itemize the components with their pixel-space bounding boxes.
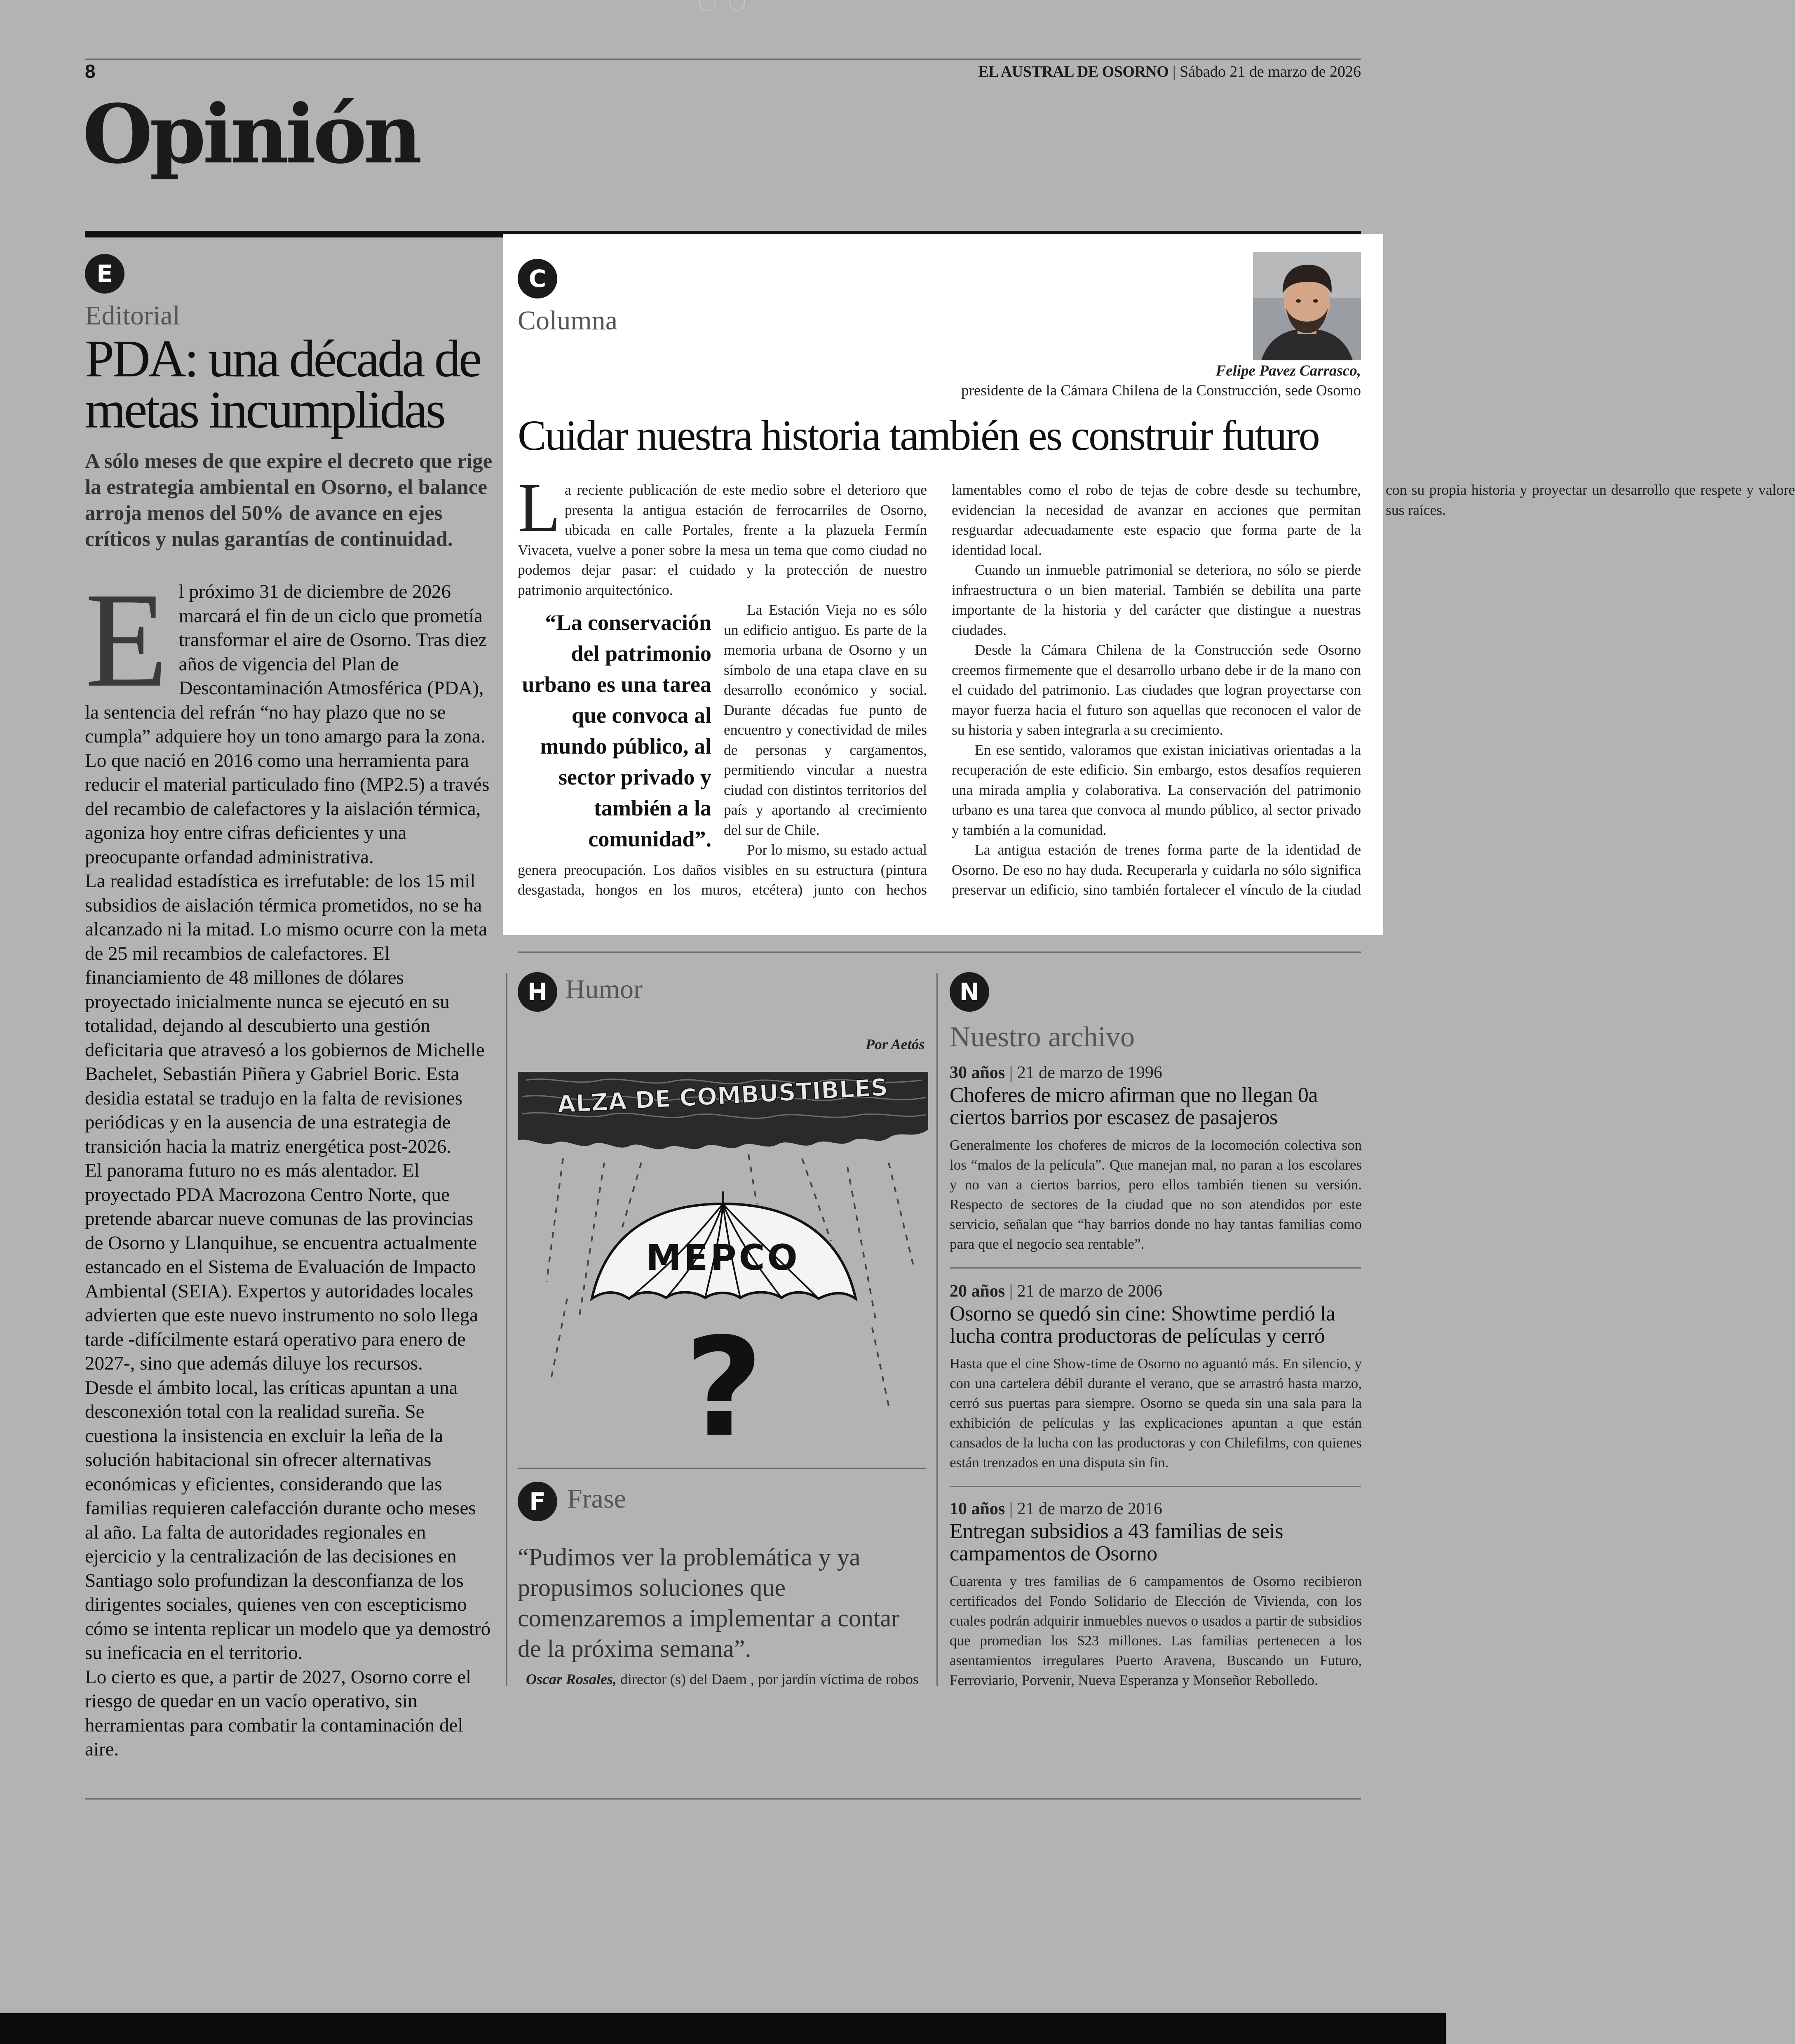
archivo-headline: Choferes de micro afirman que no llegan 0a ciertos barrios por escasez de pasajeros xyxy=(950,1083,1318,1129)
archivo-headline: Entregan subsidios a 43 familias de seis campamentos de Osorno xyxy=(950,1520,1283,1565)
editorial-title: PDA: una década de metas incumplidas xyxy=(85,329,480,439)
humor-kicker: Humor xyxy=(565,974,643,1004)
editorial-body xyxy=(85,565,494,1762)
newspaper-name: EL AUSTRAL DE OSORNO xyxy=(978,63,1169,80)
editorial-dropcap: E xyxy=(85,565,168,715)
archivo-badge-icon: N xyxy=(950,972,989,1012)
author-role: presidente de la Cámara Chilena de la Construcción, sede Osorno xyxy=(961,382,1361,399)
column-paragraph: Desde la Cámara Chilena de la Construcción sede Osorno creemos firmemente que el desarrollo urbano debe ir de la mano con el cuidado del patrimonio. Las ciudades que logran proyectarse con mayor fuerza hacia el futuro son aquellas que reconocen el valor de su historia y saben integrarla a su crecimiento. xyxy=(952,641,1361,738)
editorial-paragraph: Desde el ámbito local, las críticas apuntan a una desconexión total con la realidad sureña. Se cuestiona la insistencia en excluir la leña de la solución habitacional sin ofrecer alternativas económicas y eficientes, considerando que las familias requieren calefacción durante ocho meses al año. La falta de autoridades regionales en ejercicio y la centralización de las decisiones en Santiago solo profundizan la desconfianza de los dirigentes sociales, quienes ven con escepticismo cómo se intenta replicar un modelo que ya demostró su ineficacia en el territorio. xyxy=(85,1377,491,1663)
author-avatar xyxy=(1253,252,1361,360)
archivo-headline: Osorno se quedó sin cine: Showtime perdió la lucha contra productoras de películas y cerró xyxy=(950,1302,1335,1348)
archivo-body: Cuarenta y tres familias de 6 campamentos de Osorno recibieron certificados del Fondo Solidario de Elección de Vivienda, con los cuales podrán adquirir inmuebles nuevos o usados a partir de subsidios que promedian los $23 millones. Las familias pertenecen a los asentamientos irregulares Puerto Aravena, Buscando un Futuro, Ferroviario, Porvenir, Nueva Esperanza y Monseñor Rebolledo. xyxy=(950,1573,1362,1688)
column-paragraph: La antigua estación de trenes forma parte de la identidad de Osorno. De eso no hay duda. Recuperarla y cuidarla no sólo significa preservar un edificio, sino también fortalecer el vínculo de la ciudad con su propia historia y proyectar un desarrollo que respete y valore sus raíces. xyxy=(952,482,1795,898)
prev-page-icon[interactable] xyxy=(699,0,716,11)
column-paragraph xyxy=(518,469,927,600)
lower-vertical-rule-left xyxy=(506,973,507,1686)
author-name: Felipe Pavez Carrasco, xyxy=(1215,362,1361,379)
masthead: EL AUSTRAL DE OSORNO | Sábado 21 de marzo de 2026 xyxy=(978,63,1361,80)
humor-badge-icon: H xyxy=(518,972,557,1012)
column-pullquote: “La conservación del patrimonio urbano es una tarea que convoca al mundo público, al sector privado y también a la comunidad”. xyxy=(522,610,711,851)
page-number: 8 xyxy=(85,61,96,82)
frase-attribution xyxy=(526,1670,919,1688)
column-author xyxy=(961,361,1361,401)
cartoon-illustration xyxy=(518,1068,928,1467)
next-page-icon[interactable] xyxy=(729,0,745,11)
cartoon-umbrella-label: MEPCO xyxy=(646,1237,800,1278)
editorial-paragraph: Lo cierto es que, a partir de 2027, Osorno corre el riesgo de quedar en un vacío operativo, sin herramientas para combatir la contaminación del aire. xyxy=(85,1666,472,1760)
frase-author: Oscar Rosales, xyxy=(526,1671,617,1687)
column-paragraph: Por lo mismo, su estado actual genera preocupación. Los daños visibles en su estructura (pintura desgastada, hongos en los muros, etcétera) junto con hechos lamentables como el robo de tejas de cobre desde su techumbre, evidencian la necesidad de avanzar en acciones que permitan resguardar adecuadamente este espacio que forma parte de la identidad local. xyxy=(518,482,1361,898)
column-paragraph: Cuando un inmueble patrimonial se deteriora, no sólo se pierde infraestructura o un bien material. También se debilita una parte importante de la historia y del carácter que distingue a nuestras ciudades. xyxy=(952,562,1361,638)
archivo-body: Generalmente los choferes de micros de la locomoción colectiva son los “malos de la película”. Que manejan mal, no paran a los escolares y no van a ciertos barrios, pero ellos también tienen su versión. Respecto de sectores de la ciudad que no son atendidos por este servicio, señalan que “hay barrios donde no hay tantas familias como para que el negocio sea rentable”. xyxy=(950,1137,1362,1252)
archivo-date: 21 de marzo de 2006 xyxy=(1017,1282,1162,1301)
section-title: Opinión xyxy=(82,87,419,182)
column-body xyxy=(518,469,1795,917)
frase-kicker: Frase xyxy=(567,1484,626,1514)
editorial-kicker: Editorial xyxy=(85,301,180,331)
column-badge-icon: C xyxy=(518,259,557,298)
column-dropcap: L xyxy=(518,469,561,546)
page-nav-dots[interactable] xyxy=(699,0,749,12)
column-title: Cuidar nuestra historia también es construir futuro xyxy=(518,412,1319,459)
editorial-paragraph: La realidad estadística es irrefutable: de los 15 mil subsidios de aislación térmica prometidos, no se ha alcanzado ni la mitad. Lo mismo ocurre con la meta de 25 mil recambios de calefactores. El financiamiento de 48 millones de dólares proyectado inicialmente nunca se ejecutó en su totalidad, dejando al descubierto una gestión deficitaria que atravesó a los gobiernos de Michelle Bachelet, Sebastián Piñera y Gabriel Boric. Esta desidia estatal se tradujo en la falta de revisiones periódicas y en la ausencia de una estrategia de transición hacia la matriz energética post-2026. xyxy=(85,870,488,1157)
archivo-years: 10 años xyxy=(950,1499,1005,1518)
archivo-item-date: 10 años | 21 de marzo de 2016 xyxy=(950,1499,1162,1518)
column-kicker: Columna xyxy=(518,305,617,336)
lower-vertical-rule-mid xyxy=(936,973,938,1686)
archivo-date: 21 de marzo de 1996 xyxy=(1017,1063,1162,1082)
humor-credit: Por Aetós xyxy=(866,1036,925,1053)
archivo-body: Hasta que el cine Show-time de Osorno no aguantó más. En silencio, y con una cartelera débil durante el verano, que se arrastró hasta marzo, cerró sus puertas para siempre. Osorno se queda sin una sala para la exhibición de películas y las explicaciones apuntan a que están cansados de la lucha con las productoras y con Chilefilms, con quienes están trenzados en una disputa sin fin. xyxy=(950,1356,1362,1471)
viewer-bottom-bar[interactable] xyxy=(0,2013,1446,2044)
frase-quote: “Pudimos ver la problemática y ya propusimos soluciones que comenzaremos a implementar a contar de la próxima semana”. xyxy=(518,1544,900,1662)
cartoon-question-mark: ? xyxy=(684,1309,763,1467)
lower-top-rule xyxy=(518,952,1361,953)
archivo-years: 30 años xyxy=(950,1063,1005,1082)
editorial-paragraph: El panorama futuro no es más alentador. El proyectado PDA Macrozona Centro Norte, que pretende abarcar nueve comunas de las provincias de Osorno y Llanquihue, se encuentra actualmente estancado en el Sistema de Evaluación de Impacto Ambiental (SEIA). Expertos y autoridades locales advierten que este nuevo instrumento no solo llega tarde -difícilmente estará operativo para enero de 2027-, sino que además diluye los recursos. xyxy=(85,1160,479,1374)
editorial-deck: A sólo meses de que expire el decreto que rige la estrategia ambiental en Osorno, el balance arroja menos del 50% de avance en ejes críticos y nulas garantías de continuidad. xyxy=(85,450,493,551)
archivo-title: Nuestro archivo xyxy=(950,1021,1135,1053)
issue-date: Sábado 21 de marzo de 2026 xyxy=(1179,63,1361,80)
archivo-years: 20 años xyxy=(950,1282,1005,1301)
editorial-paragraph xyxy=(85,565,494,869)
archivo-divider xyxy=(950,1486,1361,1487)
page-bottom-rule xyxy=(85,1798,1361,1800)
header-top-rule xyxy=(85,59,1361,60)
column-paragraph: La Estación Vieja no es sólo un edificio antiguo. Es parte de la memoria urbana de Osorno y un símbolo de una etapa clave en su desarrollo económico y social. Durante décadas fue punto de encuentro y conectividad de miles de personas y cargamentos, permitiendo vincular a nuestra ciudad con distintos territorios del país y aportando al crecimiento del sur de Chile. xyxy=(724,601,927,838)
frase-author-role: director (s) del Daem , por jardín víctima de robos xyxy=(617,1671,919,1687)
editorial-paragraph-text: l próximo 31 de diciembre de 2026 marcará el fin de un ciclo que prometía transformar el aire de Osorno. Tras diez años de vigencia del Plan de Descontaminación Atmosférica (PDA), la sentencia del refrán “no hay plazo que no se cumpla” adquiere hoy un tono amargo para la zona. Lo que nació en 2016 como una herramienta para reducir el material particulado fino (MP2.5) a través del recambio de calefactores y la aislación térmica, agoniza hoy entre cifras deficientes y una preocupante orfandad administrativa. xyxy=(85,581,490,868)
frase-badge-icon: F xyxy=(518,1482,557,1521)
cartoon-cloud-label: ALZA DE COMBUSTIBLES xyxy=(556,1073,889,1119)
archivo-item-date: 30 años | 21 de marzo de 1996 xyxy=(950,1063,1162,1082)
column-paragraph-text: a reciente publicación de este medio sobre el deterioro que presenta la antigua estación de ferrocarriles de Osorno, ubicada en calle Portales, frente a la plazuela Fermín Vivaceta, vuelve a poner sobre la mesa un tema que como ciudad no podemos dejar pasar: el cuidado y la protección de nuestro patrimonio arquitectónico. xyxy=(518,482,927,598)
archivo-item-date: 20 años | 21 de marzo de 2006 xyxy=(950,1282,1162,1301)
editorial-badge-icon: E xyxy=(85,254,124,294)
archivo-divider xyxy=(950,1267,1361,1269)
frase-top-rule xyxy=(518,1468,926,1469)
column-paragraph: En ese sentido, valoramos que existan iniciativas orientadas a la recuperación de este edificio. Sin embargo, estos desafíos requieren una mirada amplia y colaborativa. La conservación del patrimonio urbano es una tarea que convoca al mundo público, al sector privado y también a la comunidad. xyxy=(952,741,1361,838)
archivo-date: 21 de marzo de 2016 xyxy=(1017,1499,1162,1518)
